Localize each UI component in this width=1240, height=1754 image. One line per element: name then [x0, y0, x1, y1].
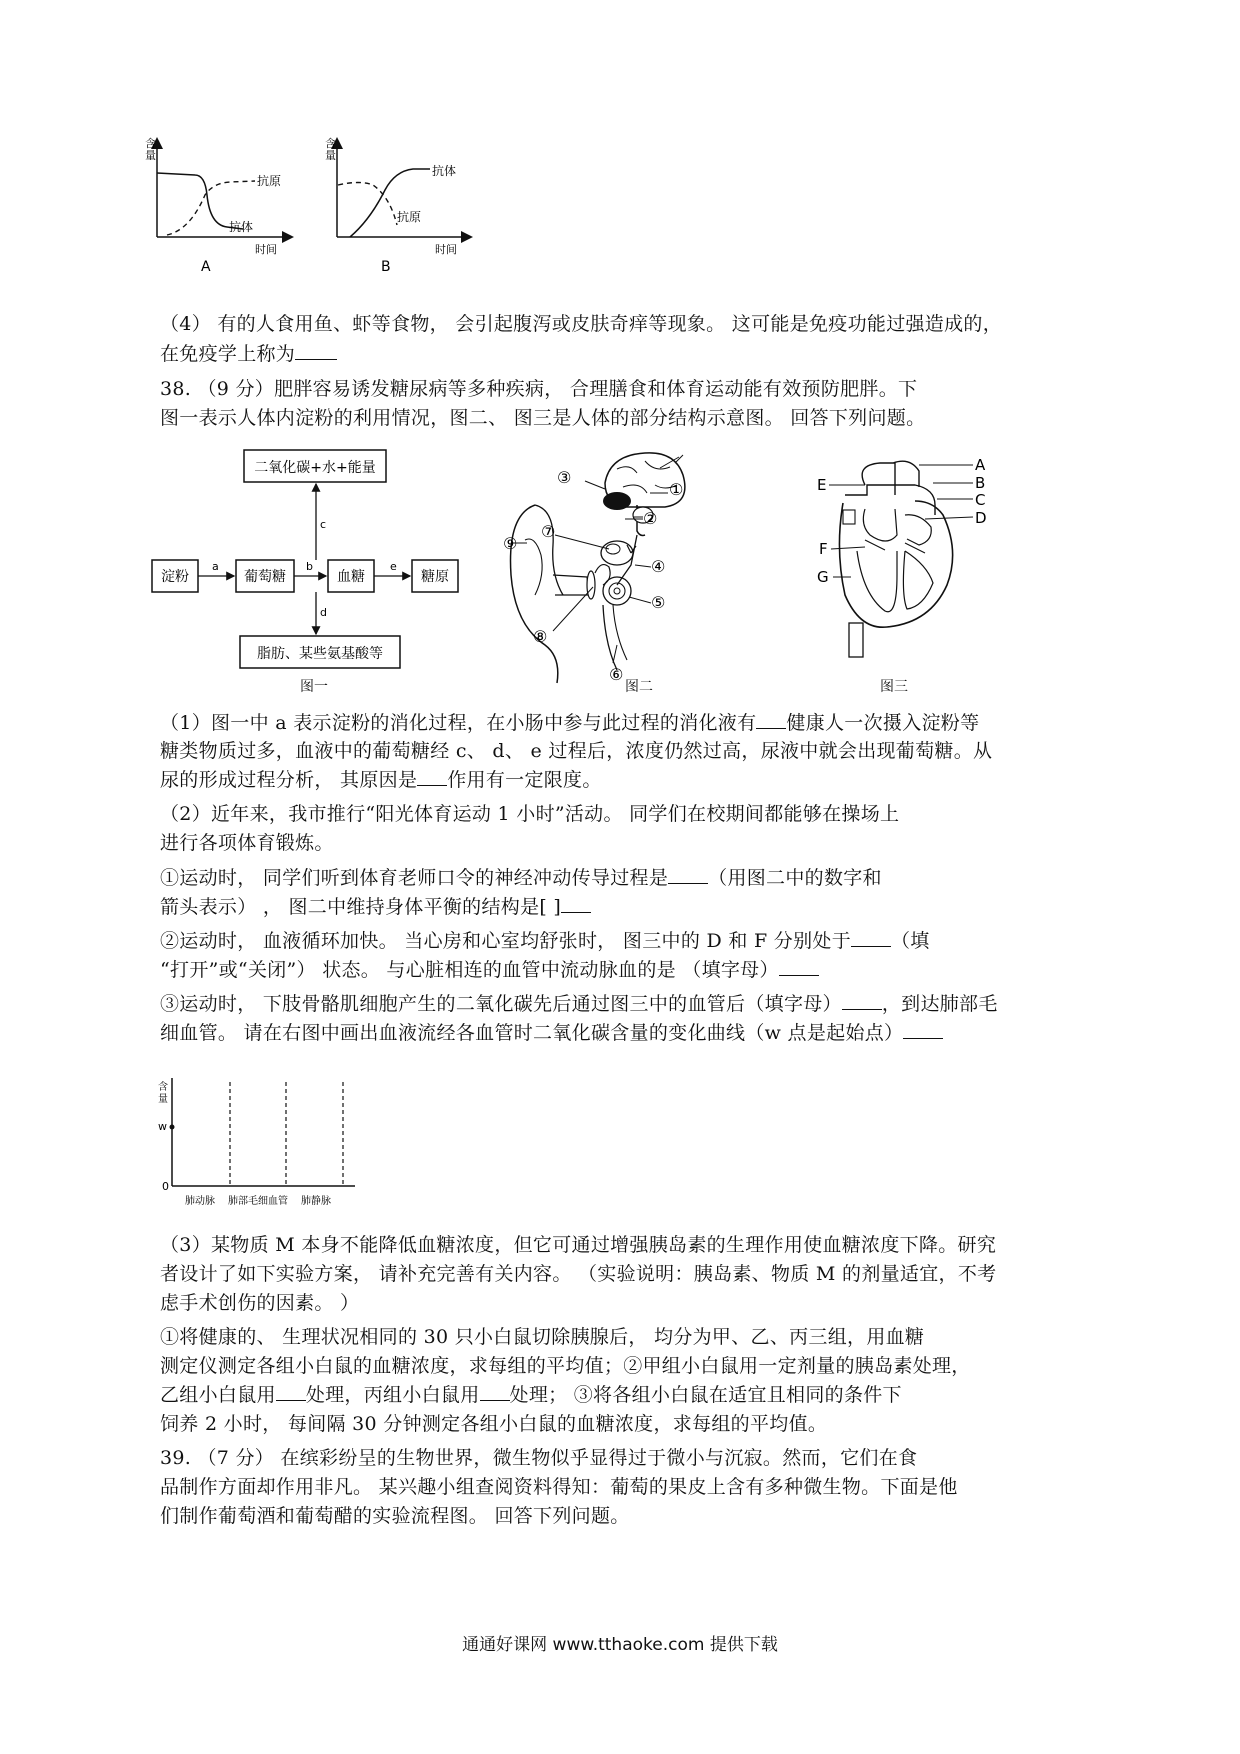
fig2-label-1: ① [669, 480, 684, 499]
q38-2-s3-blank-2[interactable] [903, 1020, 943, 1039]
q38-3-line4: ①将健康的、 生理状况相同的 30 只小白鼠切除胰腺后， 均分为甲、乙、丙三组，用血糖 [160, 1326, 925, 1348]
graph-a-name: A [201, 259, 211, 275]
fig2-label-9: ⑨ [503, 534, 518, 553]
figure-3-heart [815, 455, 1000, 670]
fig3-label-b: B [975, 474, 986, 492]
q38-2-s2-text-b: （填 [891, 930, 930, 952]
q38-2-s3-line2-text: 细血管。 请在右图中画出血液流经各血管时二氧化碳含量的变化曲线（w 点是起始点） [160, 1022, 904, 1044]
fig1-box-glycogen-label: 糖原 [421, 569, 449, 585]
w-start-point [170, 1125, 175, 1130]
fig3-label-f: F [819, 540, 828, 558]
fig2-label-6: ⑥ [609, 665, 624, 684]
graph-b-antigen-label: 抗原 [397, 210, 422, 224]
graph-a-xlabel: 时间 [255, 243, 277, 256]
co2-segment-2: 肺部毛细血管 [228, 1196, 288, 1207]
q38-3-line3: 虑手术创伤的因素。 ） [160, 1292, 360, 1314]
fig3-label-d: D [975, 509, 987, 527]
fig2-label-2: ② [643, 509, 658, 528]
q38-intro-line2: 图一表示人体内淀粉的利用情况，图二、 图三是人体的部分结构示意图。 回答下列问题。 [160, 407, 926, 429]
q38-2-s1-blank-1[interactable] [668, 865, 708, 884]
graph-b-ylabel-1: 含 [325, 137, 336, 150]
q38-3-line6-text-b: 处理，丙组小白鼠用 [305, 1384, 480, 1406]
fig3-label-a: A [975, 456, 986, 474]
fig2-label-8: ⑧ [533, 627, 548, 646]
graph-a [145, 136, 288, 275]
fig3-label-e: E [817, 476, 827, 494]
fig1-box-glucose-label: 葡萄糖 [244, 569, 286, 585]
q38-2-s2-blank-2[interactable] [779, 957, 819, 976]
q38-2-s2-blank-1[interactable] [851, 928, 891, 947]
graph-b-ylabel-2: 量 [325, 149, 336, 162]
q38-3-line2: 者设计了如下实验方案， 请补充完善有关内容。 （实验说明：胰岛素、物质 M 的剂量适宜，不考 [160, 1263, 997, 1285]
graph-b-name: B [381, 259, 391, 275]
q39-line2: 品制作方面却作用非凡。 某兴趣小组查阅资料得知：葡萄的果皮上含有多种微生物。下面是他 [160, 1476, 958, 1498]
co2-content-graph[interactable] [150, 1070, 370, 1220]
q38-2-s3-line2 [160, 1020, 943, 1046]
q38-1-line1-text-b: 健康人一次摄入淀粉等 [786, 712, 980, 734]
q38-2-s3-text-a: ③运动时， 下肢骨骼肌细胞产生的二氧化碳先后通过图三中的血管后（填字母） [160, 993, 842, 1015]
q38-2-s1-line1 [160, 865, 882, 891]
q38-1-line3-text-a: 尿的形成过程分析， 其原因是 [160, 769, 418, 791]
q37-4-line2-text: 在免疫学上称为 [160, 343, 296, 365]
q38-3-line6-text-c: 处理； ③将各组小白鼠在适宜且相同的条件下 [509, 1384, 902, 1406]
q38-3-line6-text-a: 乙组小白鼠用 [160, 1384, 276, 1406]
graph-a-antigen-label: 抗原 [257, 174, 282, 188]
graph-b-antibody-curve [350, 169, 430, 237]
graph-b-antibody-label: 抗体 [432, 164, 457, 178]
q38-2-s3-text-b: ，到达肺部毛 [881, 993, 998, 1015]
heart-icon [839, 461, 952, 657]
q38-2-line2: 进行各项体育锻炼。 [160, 832, 334, 854]
fig1-caption: 图一 [300, 679, 328, 695]
graph-a-ylabel-1: 含 [145, 137, 156, 150]
q38-3-blank-2[interactable] [480, 1382, 510, 1401]
graph-a-ylabel-2: 量 [145, 149, 156, 162]
q38-3-line6 [160, 1382, 902, 1408]
q37-4-line2 [160, 341, 337, 367]
fig2-label-5: ⑤ [651, 593, 666, 612]
co2-segment-1: 肺动脉 [185, 1196, 215, 1207]
q38-2-line1: （2）近年来，我市推行“阳光体育运动 1 小时”活动。 同学们在校期间都能够在操场上 [160, 803, 900, 825]
fig2-label-3: ③ [557, 468, 572, 487]
fig3-caption: 图三 [880, 679, 908, 695]
q39-line3: 们制作葡萄酒和葡萄醋的实验流程图。 回答下列问题。 [160, 1505, 630, 1527]
graph-b-xlabel: 时间 [435, 243, 457, 256]
q38-2-s1-line2 [160, 894, 591, 920]
q38-2-s1-blank-2[interactable] [561, 894, 591, 913]
q38-1-line3-text-b: 作用有一定限度。 [447, 769, 602, 791]
fig1-box-top-label: 二氧化碳+水+能量 [254, 460, 376, 476]
q37-4-line1: （4） 有的人食用鱼、虾等食物， 会引起腹泻或皮肤奇痒等现象。 这可能是免疫功能过强造成的， [160, 313, 1003, 335]
fig3-label-g: G [817, 568, 829, 586]
graph-b [325, 136, 467, 275]
fig2-label-7: ⑦ [541, 522, 556, 541]
q38-1-line3 [160, 767, 602, 793]
co2-zero-label: 0 [162, 1180, 169, 1193]
q38-3-line5: 测定仪测定各组小白鼠的血糖浓度，求每组的平均值；②甲组小白鼠用一定剂量的胰岛素处理， [160, 1355, 971, 1377]
q38-2-s2-line2-text: “打开”或“关闭”） 状态。 与心脏相连的血管中流动脉血的是 （填字母） [160, 959, 779, 981]
fig3-label-c: C [975, 491, 986, 509]
co2-segment-3: 肺静脉 [301, 1196, 331, 1207]
graph-a-antibody-label: 抗体 [229, 220, 254, 234]
q38-2-s1-line2-text: 箭头表示） ， 图二中维持身体平衡的结构是[ ] [160, 896, 562, 918]
q38-2-s3-blank-1[interactable] [842, 991, 882, 1010]
q38-2-s2-line1 [160, 928, 930, 954]
fig1-box-bloodsugar-label: 血糖 [337, 569, 365, 585]
fig1-box-starch-label: 淀粉 [161, 569, 189, 585]
q38-2-s3-line1 [160, 991, 998, 1017]
fig1-box-bottom-label: 脂肪、某些氨基酸等 [257, 646, 383, 662]
co2-ylabel-1: 含 [158, 1082, 168, 1093]
q38-2-s1-text-b: （用图二中的数字和 [708, 867, 882, 889]
q38-3-line1: （3）某物质 M 本身不能降低血糖浓度，但它可通过增强胰岛素的生理作用使血糖浓度下降。研究 [160, 1234, 997, 1256]
q38-1-blank-1[interactable] [756, 710, 786, 729]
q39-line1: 39. （7 分） 在缤彩纷呈的生物世界，微生物似乎显得过于微小与沉寂。然而，它们在食 [160, 1447, 918, 1469]
q38-intro-line1: 38. （9 分）肥胖容易诱发糖尿病等多种疾病， 合理膳食和体育运动能有效预防肥胖。下 [160, 378, 918, 400]
fig1-arrow-b: b [306, 560, 313, 573]
q38-1-line2: 糖类物质过多，血液中的葡萄糖经 c、 d、 e 过程后，浓度仍然过高，尿液中就会出现葡萄糖。从 [160, 740, 993, 762]
q38-1-line1-text-a: （1）图一中 a 表示淀粉的消化过程，在小肠中参与此过程的消化液有 [160, 712, 757, 734]
co2-w-label: w [158, 1120, 167, 1133]
figure-2-brain-ear [505, 445, 775, 685]
antigen-antibody-graphs [145, 135, 475, 295]
fig1-arrow-c: c [320, 518, 327, 531]
q38-1-line1 [160, 710, 979, 736]
q38-2-s1-text-a: ①运动时， 同学们听到体育老师口令的神经冲动传导过程是 [160, 867, 669, 889]
q38-2-s2-line2 [160, 957, 819, 983]
q38-1-blank-2[interactable] [417, 767, 447, 786]
page-footer: 通通好课网 www.tthaoke.com 提供下载 [462, 1635, 778, 1655]
fig1-arrow-d: d [320, 606, 327, 619]
fig2-label-4: ④ [651, 557, 666, 576]
fig2-caption: 图二 [625, 679, 653, 695]
q38-2-s2-text-a: ②运动时， 血液循环加快。 当心房和心室均舒张时， 图三中的 D 和 F 分别处于 [160, 930, 851, 952]
co2-ylabel-2: 量 [158, 1094, 168, 1105]
q38-3-line7: 饲养 2 小时， 每间隔 30 分钟测定各组小白鼠的血糖浓度，求每组的平均值。 [160, 1413, 828, 1435]
q37-4-blank[interactable] [295, 341, 337, 360]
fig1-arrow-a: a [212, 560, 219, 573]
fig1-arrow-e: e [390, 560, 397, 573]
figure-1-starch-flow [150, 448, 490, 688]
q38-3-blank-1[interactable] [276, 1382, 306, 1401]
